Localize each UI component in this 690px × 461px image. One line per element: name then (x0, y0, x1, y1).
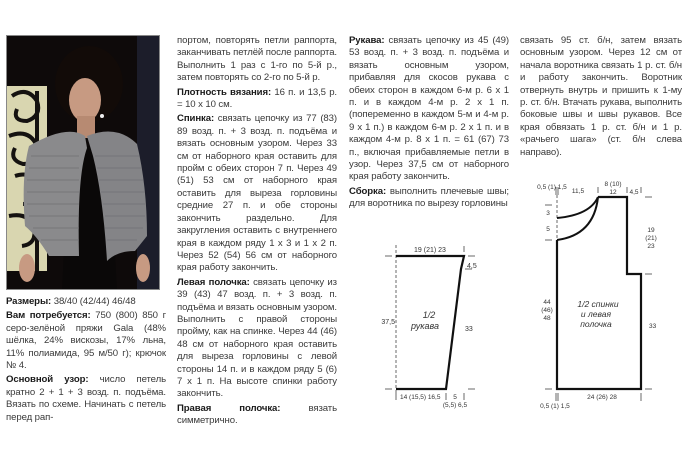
right-front-paragraph (177, 403, 337, 428)
shoulder-top: 8 (10) (604, 181, 622, 188)
text-column-4 (520, 35, 682, 161)
sleeve-bottom-width: 14 (15,5) 16,5 (400, 394, 441, 401)
sleeve-bottom-offset: 5 (453, 394, 457, 401)
sizes-value: 38/40 (42/44) 46/48 (51, 296, 136, 307)
back-neck-depth: 3 (546, 210, 550, 217)
armhole-step: 4,5 (629, 189, 639, 196)
bottom-left-offset: 0,5 (1) 1,5 (540, 403, 570, 410)
materials-label: Вам потребуется: (6, 310, 91, 322)
sleeves-paragraph (349, 35, 509, 184)
right-front-label: Правая полочка: (177, 402, 281, 414)
right-front-value: вязать симметрично. (177, 402, 337, 427)
back-paragraph (177, 113, 337, 274)
left-height-2: (46) (541, 307, 553, 314)
sizes-label: Размеры: (6, 296, 52, 307)
sleeve-bottom-offset-sizes: (5,5) 6,5 (442, 402, 468, 409)
body-bottom-width: 24 (26) 28 (587, 394, 617, 401)
body-title-line3: полочка (580, 319, 612, 329)
armhole-height-3: 23 (647, 243, 655, 250)
sizes-paragraph (6, 296, 166, 308)
text-column-3 (349, 35, 509, 213)
materials-value: 750 (800) 850 г серо-зелёной пряжи Gala (48% шёлка, 24% вискозы, 17% льна, 11% полиамида, 95 м/50 г); крючок № 4. (6, 310, 166, 372)
assembly-continued: связать 95 ст. б/н, затем вязать основным узором. Через 12 см от начала воротника связать 1 р. ст. б/н и работу закончить. Воротник отвернуть внутрь и пришить к 1-му р. ст. б/н. Втачать рукава, выполнить боковые швы и швы рукавов. Все края обвязать 1 р. ст. б/н и 1 р. «рачьего шага» (ст. б/н слева направо). (520, 35, 682, 158)
gauge-paragraph (177, 87, 337, 112)
front-neckline (557, 197, 598, 240)
sleeve-top-width: 19 (21) 23 (414, 247, 446, 254)
body-title-line1: 1/2 спинки (577, 299, 619, 309)
sleeves-label: Рукава: (349, 35, 385, 46)
body-outline (557, 197, 641, 389)
top-left-offset: 0,5 (1) 1,5 (537, 184, 567, 191)
text-column-2 (177, 35, 337, 430)
sleeve-cap-height: 4,5 (467, 263, 477, 270)
text-column-1 (6, 296, 166, 426)
assembly-value: выполнить плечевые швы; для воротника по вырезу горловины (349, 185, 509, 210)
gauge-value: 16 п. и 13,5 р. = 10 х 10 см. (177, 86, 338, 111)
left-height-1: 44 (543, 299, 551, 306)
assembly-paragraph (349, 186, 509, 211)
sleeve-schematic (345, 235, 495, 415)
right-side-height: 33 (649, 323, 657, 330)
model-photo (6, 35, 160, 290)
front-neck-depth: 5 (546, 226, 550, 233)
back-value: связать цепочку из 77 (83) 89 возд. п. + 3 возд. п. подъёма и вязать основным узором. Через 33 см от наборного края оставить для пройм с обеих сторон 7 п. Через 49 (51) 53 см от наборного края оставить для выреза горловины средние 27 п. и обе стороны закончить раздельно. Для закругления оставить с внутреннего края в каждом ряду 1 х 3 и 1 х 2 п. Через 52 (54) 56 см от наборного края работу закончить. (177, 113, 337, 274)
back-label: Спинка: (177, 113, 215, 125)
shoulder-width: 12 (609, 189, 617, 196)
gauge-label: Плотность вязания: (177, 86, 272, 98)
left-front-paragraph (177, 277, 337, 401)
pattern-value: число петель кратно 2 + 1 + 3 возд. п. подъёма. Вязать по схеме. Начинать с петель перед рап- (6, 374, 166, 423)
body-schematic (530, 175, 690, 415)
sleeve-total-length: 37,5 (381, 319, 395, 326)
body-title-line2: и левая (580, 309, 612, 319)
left-front-value: связать цепочку из 39 (43) 47 возд. п. + 3 возд. п. подъёма и вязать основным узором. Выполнить с правой стороны пройму, как на спинке. Через 44 (46) 48 см от наборного края оставить для выреза горловины с левой стороны 14 п. и в каждом ряду 5 (6) 7 х 1 п. На высоте спинки работу закончить. (177, 276, 337, 400)
cardigan-photo-illustration (7, 36, 160, 290)
materials-paragraph (6, 310, 166, 372)
sleeve-title-line2: рукава (411, 321, 439, 331)
pattern-label: Основной узор: (6, 374, 89, 386)
neck-width: 11,5 (571, 188, 585, 195)
left-height-3: 48 (543, 315, 551, 322)
armhole-height-1: 19 (647, 227, 655, 234)
assembly-label: Сборка: (349, 185, 387, 197)
sleeve-title-line1: 1/2 (422, 310, 436, 320)
armhole-height-2: (21) (645, 235, 657, 242)
back-neckline (557, 197, 598, 218)
pattern-paragraph (6, 374, 166, 424)
left-front-label: Левая полочка: (177, 276, 250, 288)
sleeve-side-length: 33 (465, 326, 473, 333)
sleeves-value: связать цепочку из 45 (49) 53 возд. п. + 3 возд. п. подъёма и вязать основным узором, прибавляя для скосов рукава с обеих сторон в каждом 6-м р. 6 х 1 п. и в каждом 4-м р. 2 х 1 п. (попеременно в каждом 5-м и 4-м р. 9 х 1 п.) в каждом 6-м р. 2 х 1 п. и в каждом 4-м р. 8 х 1 п. = 61 (67) 73 п., включая прибавляемые петли в узор. Через 37,5 см от наборного края работу закончить. (349, 35, 509, 183)
pattern-continued: портом, повторять петли раппорта, заканчивать петлёй после раппорта. Выполнить 1 раз с 1-го по 5-й р., затем повторять со 2-го по 5-й р. (177, 35, 337, 84)
